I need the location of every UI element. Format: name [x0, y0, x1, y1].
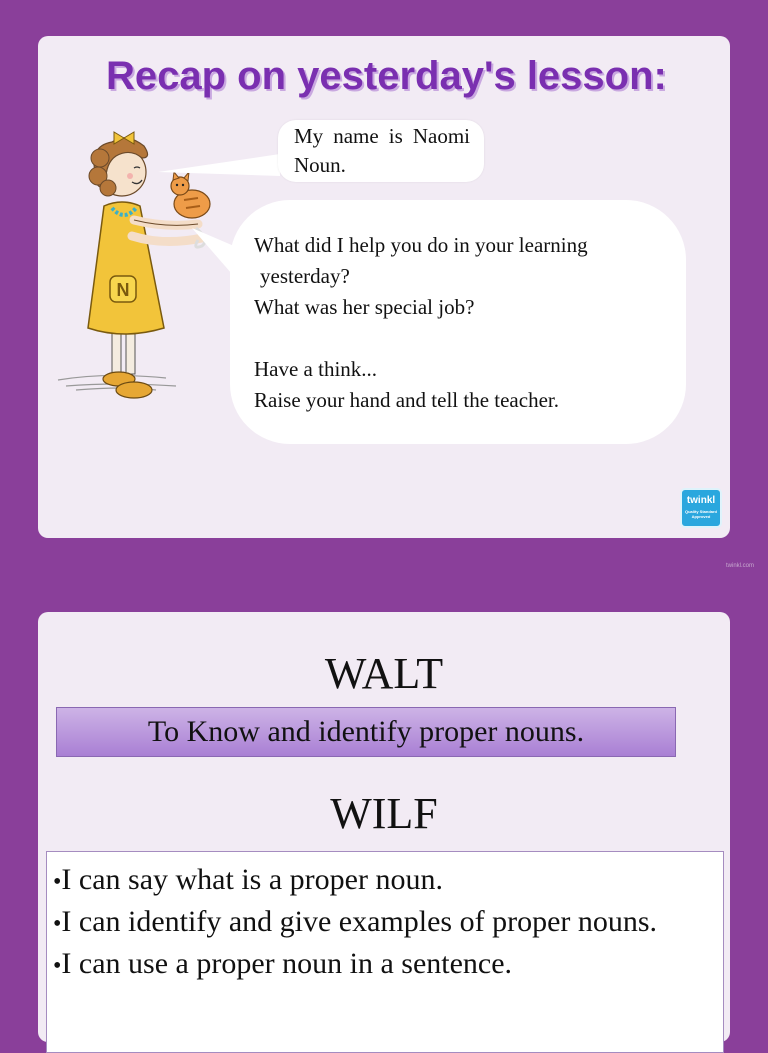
bubble-line: yesterday?: [260, 264, 350, 288]
bubble-line: What was her special job?: [254, 295, 475, 319]
wilf-list: [47, 852, 723, 986]
slide-title: Recap on yesterday's lesson:: [106, 54, 667, 98]
wilf-item-text: I can say what is a proper noun.: [61, 863, 443, 896]
speech-bubble-small: [278, 120, 484, 182]
twinkl-logo: twinkl: [686, 495, 716, 506]
speech-bubble-large-text: [254, 230, 674, 416]
bubble-line: Have a think...: [254, 357, 378, 381]
bullet-icon: •: [53, 869, 62, 895]
speech-bubble-small-text: My name is Naomi Noun.: [294, 124, 470, 177]
walt-box: [56, 707, 676, 757]
recap-slide: [38, 36, 730, 538]
twinkl-badge-caption: Quality Standard Approved: [684, 509, 717, 519]
walt-text: To Know and identify proper nouns.: [147, 715, 585, 748]
walt-wilf-slide: [38, 612, 730, 1042]
speech-bubble-large: [230, 200, 686, 444]
bullet-icon: •: [53, 953, 62, 979]
wilf-item-text: I can identify and give examples of proper nouns.: [61, 905, 658, 938]
bullet-icon: •: [53, 911, 62, 937]
wilf-heading: WILF: [330, 789, 438, 838]
bubble-line: Raise your hand and tell the teacher.: [254, 388, 559, 412]
bubble-line: What did I help you do in your learning: [254, 233, 588, 257]
wilf-item: [53, 944, 723, 986]
watermark: twinkl.com: [726, 563, 755, 569]
wilf-item: [53, 902, 723, 944]
twinkl-badge: [680, 488, 722, 528]
svg-text:N: N: [116, 280, 130, 300]
walt-heading: WALT: [324, 649, 444, 698]
wilf-item: [53, 860, 723, 902]
wilf-item-text: I can use a proper noun in a sentence.: [61, 947, 513, 980]
wilf-box: [46, 851, 724, 1053]
